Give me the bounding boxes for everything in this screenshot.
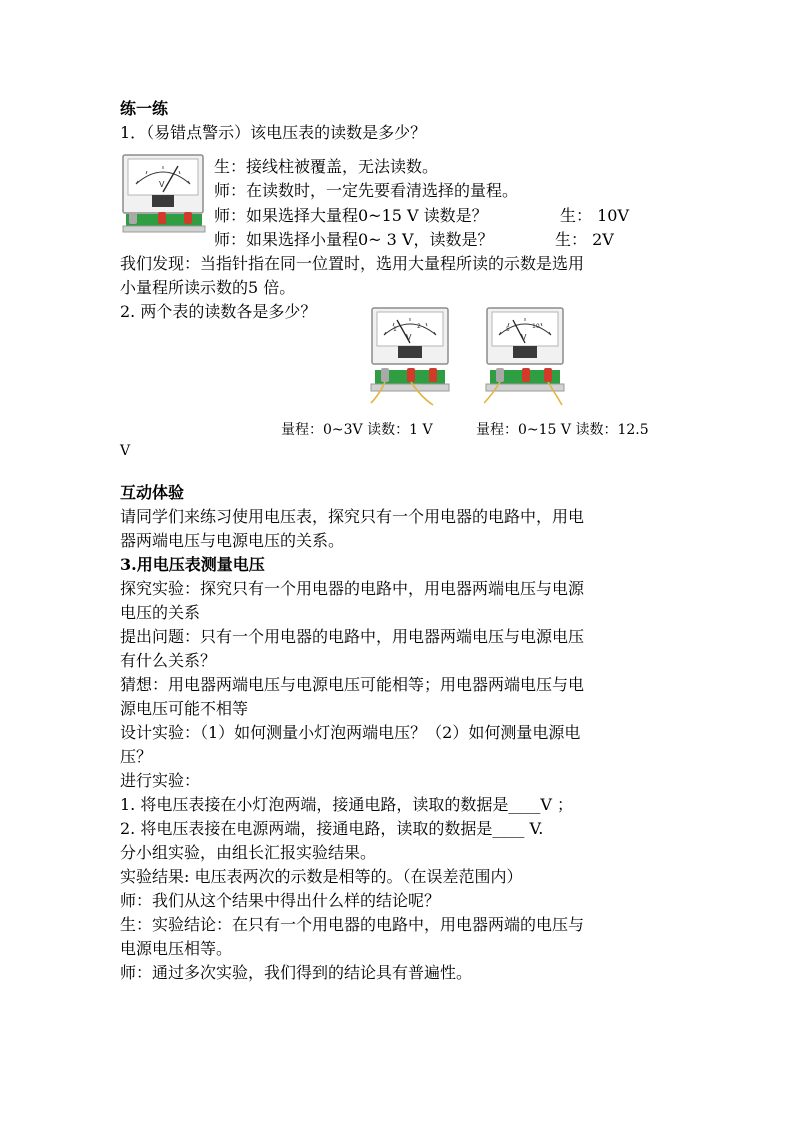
body-line-8: 压？ [120, 747, 153, 766]
body-line-12: 分小组实验，由组长汇报实验结果。 [120, 843, 377, 862]
finding-line-1: 我们发现：当指针指在同一位置时，选用大量程所读的示数是选用 [120, 254, 585, 273]
meter-unit-label: V [159, 180, 165, 189]
dialog-line-2: 师：在读数时，一定先要看清选择的量程。 [214, 181, 519, 200]
body-line-3: 提出问题：只有一个用电器的电路中，用电器两端电压与电源电压 [120, 627, 585, 646]
meter-caption-2: 量程：0~15 V 读数：12.5 [476, 422, 649, 438]
body-line-4: 有什么关系？ [120, 651, 217, 670]
meter-caption-1: 量程：0~3V 读数：1 V [281, 422, 433, 438]
section-heading-interactive: 互动体验 [120, 483, 185, 502]
body-line-16: 电源电压相等。 [120, 939, 233, 958]
question-1: 1．（易错点警示）该电压表的读数是多少？ [120, 123, 427, 142]
section-heading-practice: 练一练 [120, 99, 169, 118]
body-line-14: 师：我们从这个结果中得出什么样的结论呢？ [120, 891, 441, 910]
voltmeter-image-2 [369, 307, 451, 407]
scale-tick-10: 10 [532, 323, 540, 330]
meter-unit-label: V [521, 333, 527, 342]
meter-caption-2-wrap: V [120, 443, 131, 459]
finding-line-2: 小量程所读示数的5 倍。 [120, 278, 296, 297]
interactive-line-1: 请同学们来练习使用电压表，探究只有一个用电器的电路中，用电 [120, 507, 585, 526]
body-line-13: 实验结果: 电压表两次的示数是相等的。（在误差范围内） [120, 867, 523, 886]
body-line-11: 2. 将电压表接在电源两端，接通电路，读取的数据是____ V. [120, 819, 544, 838]
body-line-6: 源电压可能不相等 [120, 699, 249, 718]
scale-tick-2: 2 [417, 323, 421, 330]
body-line-5: 猜想：用电器两端电压与电源电压可能相等；用电器两端电压与电 [120, 675, 585, 694]
body-line-7: 设计实验：（1）如何测量小灯泡两端电压？（2）如何测量电源电 [120, 723, 581, 742]
body-line-1: 探究实验：探究只有一个用电器的电路中，用电器两端电压与电源 [120, 579, 585, 598]
body-line-9: 进行实验： [120, 771, 201, 790]
section-heading-measure: 3.用电压表测量电压 [120, 555, 265, 574]
body-line-15: 生：实验结论：在只有一个用电器的电路中，用电器两端的电压与 [120, 915, 585, 934]
voltmeter-image-3 [484, 307, 566, 407]
voltmeter-image-1 [122, 154, 206, 234]
body-line-10: 1. 将电压表接在小灯泡两端，接通电路，读取的数据是____V ； [120, 795, 573, 814]
meter-unit-label: V [406, 333, 412, 342]
answer-large-range: 生： 10V [560, 206, 630, 225]
scale-tick-1: 1 [393, 326, 397, 333]
body-line-17: 师：通过多次实验，我们得到的结论具有普遍性。 [120, 963, 473, 982]
scale-tick-5: 5 [506, 326, 510, 333]
dialog-line-4: 师：如果选择小量程0~ 3 V，读数是？ [214, 230, 494, 249]
body-line-2: 电压的关系 [120, 603, 201, 622]
dialog-line-1: 生：接线柱被覆盖，无法读数。 [214, 157, 439, 176]
answer-small-range: 生： 2V [555, 230, 614, 249]
dialog-line-3: 师：如果选择大量程0~15 V 读数是？ [214, 206, 488, 225]
interactive-line-2: 器两端电压与电源电压的关系。 [120, 531, 345, 550]
question-2: 2. 两个表的读数各是多少？ [120, 302, 317, 321]
